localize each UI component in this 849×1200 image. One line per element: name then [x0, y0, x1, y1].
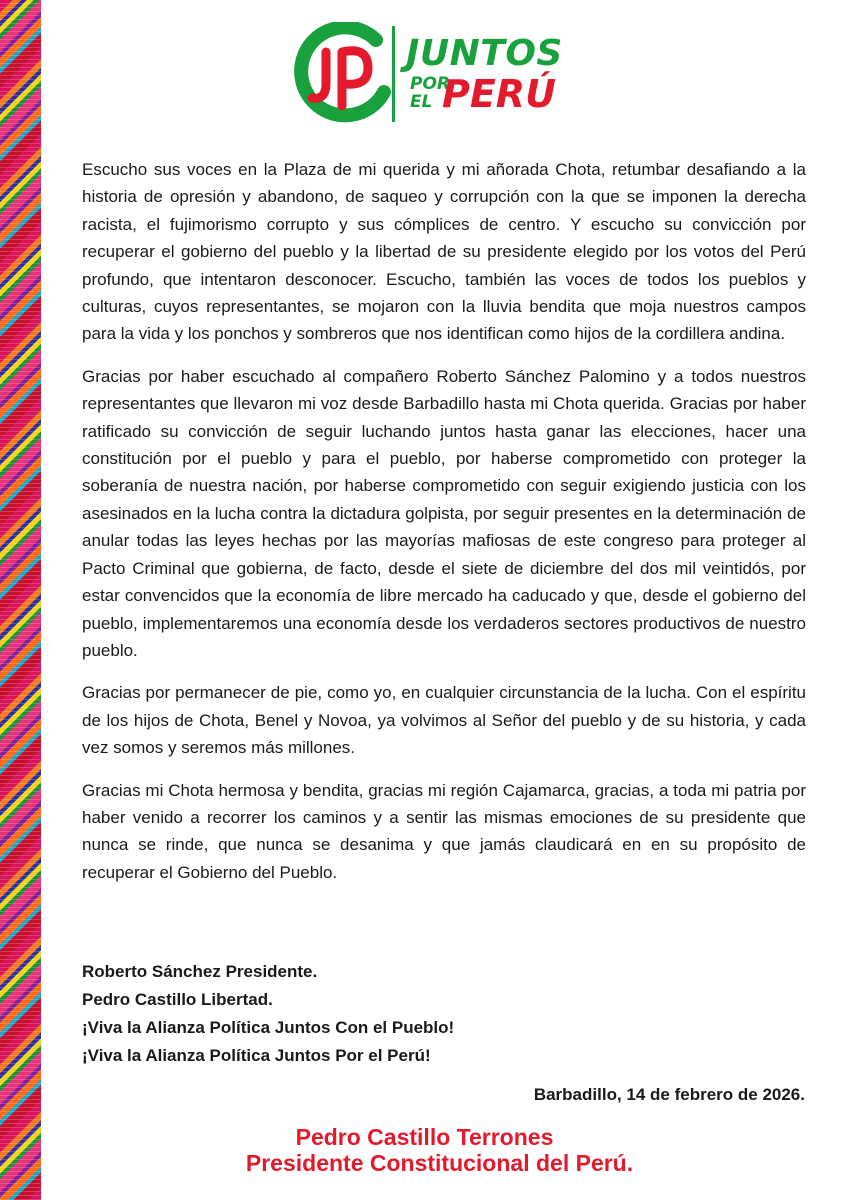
slogan: ¡Viva la Alianza Política Juntos Por el Perú! [82, 1046, 431, 1065]
slogan: ¡Viva la Alianza Política Juntos Con el Pueblo! [82, 1018, 455, 1037]
slogan: Roberto Sánchez Presidente. [82, 962, 318, 981]
logo-word-juntos: JUNTOS [406, 33, 563, 74]
paragraph: Gracias por permanecer de pie, como yo, en cualquier circunstancia de la lucha. Con el espíritu de los hijos de Chota, Benel y Novoa, ya volvimos al Señor del pueblo y de su historia, y cada vez somos y seremos más millones. [82, 683, 806, 758]
jp-monogram-icon [288, 22, 400, 130]
signatory-title: Presidente Constitucional del Perú. [245, 1150, 634, 1176]
decorative-textile-border [0, 0, 41, 1200]
paragraph: Gracias por haber escuchado al compañero Roberto Sánchez Palomino y a todos nuestros representantes que llevaron mi voz desde Barbadillo hasta mi Chota querida. Gracias por haber ratificado su convicción de seguir luchando juntos hasta ganar las elecciones, hacer una constitución por el pueblo y para el pueblo, por haberse comprometido con proteger la soberanía de nuestra nación, por haberse comprometido con seguir exigiendo justicia con los asesinados en la lucha contra la dictadura golpista, por seguir presentes en la determinación de anular todas las leyes hechas por las mayorías mafiosas de este congreso para proteger al Pacto Criminal que gobierna, de facto, desde el siete de diciembre del dos mil veintidós, por estar convencidos que la economía de libre mercado ha caducado y que, desde el gobierno del pueblo, implementaremos una economía desde los verdaderos sectores productivos de nuestro pueblo. [82, 366, 806, 660]
logo-word-peru: PERÚ [442, 72, 556, 116]
logo-word-por: POR [410, 74, 451, 94]
paragraph: Gracias mi Chota hermosa y bendita, gracias mi región Cajamarca, gracias, a toda mi patria por haber venido a recorrer los caminos y a sentir las mismas emociones de su presidente que nunca se rinde, que nunca se desanima y que jamás claudicará en en su propósito de recuperar el Gobierno del Pueblo. [82, 780, 806, 882]
logo-wordmark [406, 30, 576, 122]
paragraph: Escucho sus voces en la Plaza de mi querida y mi añorada Chota, retumbar desafiando a la historia de opresión y abandono, de saqueo y corrupción con la que se imponen la derecha racista, el fujimorismo corrupto y sus cómplices de centro. Y escucho su convicción por recuperar el gobierno del pueblo y la libertad de su presidente elegido por los votos del Perú profundo, que intentaron desconocer. Escucho, también las voces de todos los pueblos y culturas, cuyos representantes, se mojaron con la lluvia bendita que moja nuestros campos para la vida y los ponchos y sombreros que nos identifican como hijos de la cordillera andina. [82, 160, 806, 344]
slogan: Pedro Castillo Libertad. [82, 990, 273, 1009]
slogans-block [82, 958, 454, 1070]
signatory-name: Pedro Castillo Terrones [295, 1124, 554, 1150]
party-logo [288, 22, 578, 130]
letter-body [82, 156, 806, 901]
signature-block [0, 1124, 849, 1176]
place-and-date: Barbadillo, 14 de febrero de 2026. [533, 1085, 805, 1104]
logo-word-el: EL [410, 92, 433, 112]
